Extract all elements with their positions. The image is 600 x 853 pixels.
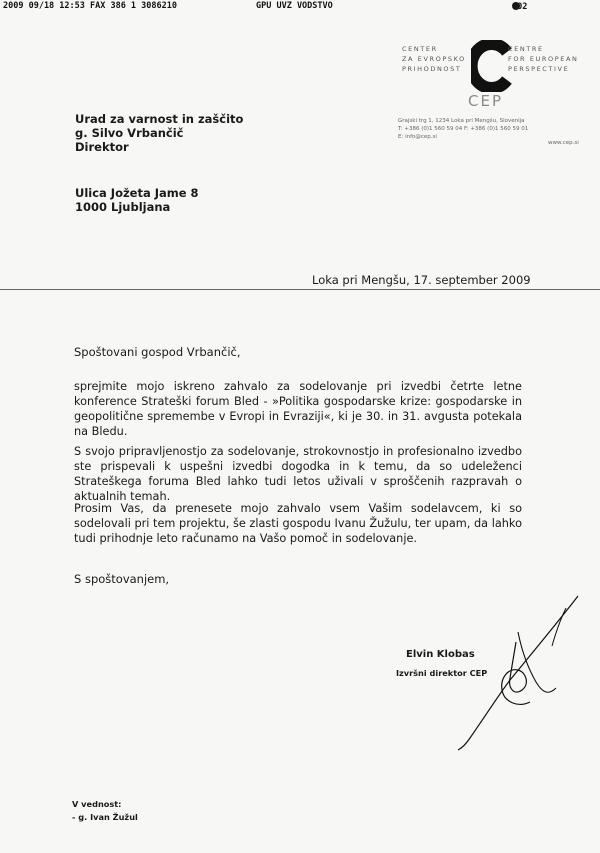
logo-c-mark-icon <box>471 40 513 92</box>
address-street: Ulica Jožeta Jame 8 <box>75 186 199 200</box>
letter-date: Loka pri Mengšu, 17. september 2009 <box>312 273 531 287</box>
body-paragraph-2: S svojo pripravljenostjo za sodelovanje, strokovnostjo in profesionalno izvedbo ste prispevali k uspešni izvedbi dogodka in k temu, da so udeleženci Strateškega foruma Bled lahko tudi letos uživali v sproščenih razpravah o aktualnih temah. <box>74 445 522 503</box>
fax-sender: GPU UVZ VODSTVO <box>256 1 333 11</box>
body-paragraph-1: sprejmite mojo iskreno zahvalo za sodelovanje pri izvedbi četrte letne konference Strateški forum Bled - »Politika gospodarske krize: gospodarske in geopolitične spremembe v Evropi in Evraziji«, ki je 30. in 31. avgusta potekala na Bledu. <box>74 380 522 438</box>
fax-header: 2009 09/18 12:53 FAX 386 1 3086210 GPU UVZ VODSTVO 002 <box>3 1 528 12</box>
logo-text-english: CENTRE FOR EUROPEAN PERSPECTIVE <box>508 45 579 73</box>
signer-title: Izvršni direktor CEP <box>396 668 488 678</box>
recipient-title: Direktor <box>75 140 129 154</box>
recipient-name: g. Silvo Vrbančič <box>75 126 184 140</box>
address-city: 1000 Ljubljana <box>75 200 171 214</box>
recipient-block <box>75 112 243 154</box>
cc-label: V vednost: <box>72 799 122 809</box>
recipient-address <box>75 186 199 214</box>
signer-name: Elvin Klobas <box>406 649 475 660</box>
body-paragraph-3: Prosim Vas, da prenesete mojo zahvalo vsem Vašim sodelavcem, ki so sodelovali pri tem projektu, še zlasti gospodu Ivanu Žužulu, ter upam, da lahko tudi prihodnje leto računamo na Vašo pomoč in sodelovanje. <box>74 502 522 545</box>
divider <box>0 289 600 290</box>
logo-address: Grajski trg 1, 1234 Loka pri Mengšu, Slovenija T: +386 (0)1 560 59 04 F: +386 (0)1 560 59 01 E: info@cep.si <box>398 118 529 140</box>
logo-text-slovene: CENTER ZA EVROPSKO PRIHODNOST <box>402 45 466 73</box>
logo-abbreviation: CEP <box>468 92 503 110</box>
recipient-organization: Urad za varnost in zaščito <box>75 112 244 126</box>
fax-datetime: 2009 09/18 12:53 FAX 386 1 3086210 <box>3 1 177 11</box>
salutation: Spoštovani gospod Vrbančič, <box>74 345 241 359</box>
logo-website: www.cep.si <box>548 140 579 146</box>
cep-logo <box>398 38 598 158</box>
cc-recipient: - g. Ivan Žužul <box>72 812 138 822</box>
closing: S spoštovanjem, <box>74 572 170 586</box>
